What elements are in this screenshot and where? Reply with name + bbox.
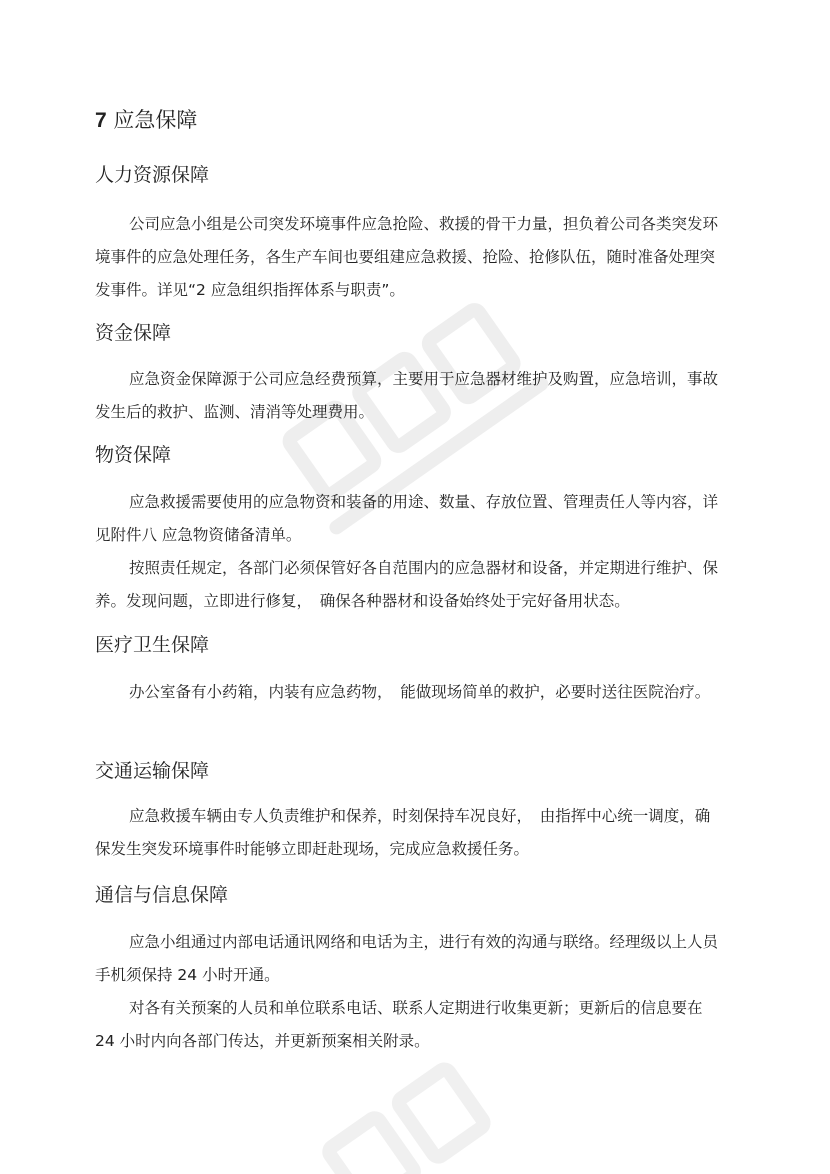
heading-transport: 交通运输保障 bbox=[95, 760, 210, 782]
heading-communication: 通信与信息保障 bbox=[95, 884, 229, 906]
paragraph-communication-1: 应急小组通过内部电话通讯网络和电话为主，进行有效的沟通与联络。经理级以上人员手机须保持 24 小时开通。 bbox=[95, 933, 719, 984]
paragraph-transport: 应急救援车辆由专人负责维护和保养，时刻保持车况良好， 由指挥中心统一调度，确保发生突发环境事件时能够立即赶赴现场，完成应急救援任务。 bbox=[95, 807, 711, 858]
section-number: 7 bbox=[95, 109, 107, 132]
paragraph-materials-2: 按照责任规定，各部门必须保管好各自范围内的应急器材和设备，并定期进行维护、保养。发现问题，立即进行修复， 确保各种器材和设备始终处于完好备用状态。 bbox=[95, 559, 719, 610]
heading-medical: 医疗卫生保障 bbox=[95, 634, 210, 656]
paragraph-funding: 应急资金保障源于公司应急经费预算，主要用于应急器材维护及购置，应急培训，事故发生后的救护、监测、清消等处理费用。 bbox=[95, 370, 719, 421]
heading-human-resources: 人力资源保障 bbox=[95, 164, 210, 186]
paragraph-human-resources: 公司应急小组是公司突发环境事件应急抢险、救援的骨干力量，担负着公司各类突发环境事件的应急处理任务，各生产车间也要组建应急救援、抢险、抢修队伍，随时准备处理突发事件。详见“2 应急组织指挥体系与职责”。 bbox=[95, 215, 719, 299]
paragraph-materials-1: 应急救援需要使用的应急物资和装备的用途、数量、存放位置、管理责任人等内容，详见附件八 应急物资储备清单。 bbox=[95, 493, 719, 544]
heading-materials: 物资保障 bbox=[95, 444, 172, 466]
page-title bbox=[95, 104, 197, 134]
section-title: 应急保障 bbox=[113, 108, 198, 132]
paragraph-medical: 办公室备有小药箱，内装有应急药物， 能做现场简单的救护，必要时送往医院治疗。 bbox=[129, 683, 711, 701]
heading-funding: 资金保障 bbox=[95, 322, 172, 344]
paragraph-communication-2: 对各有关预案的人员和单位联系电话、联系人定期进行收集更新；更新后的信息要在 24 小时内向各部门传达，并更新预案相关附录。 bbox=[95, 999, 703, 1050]
